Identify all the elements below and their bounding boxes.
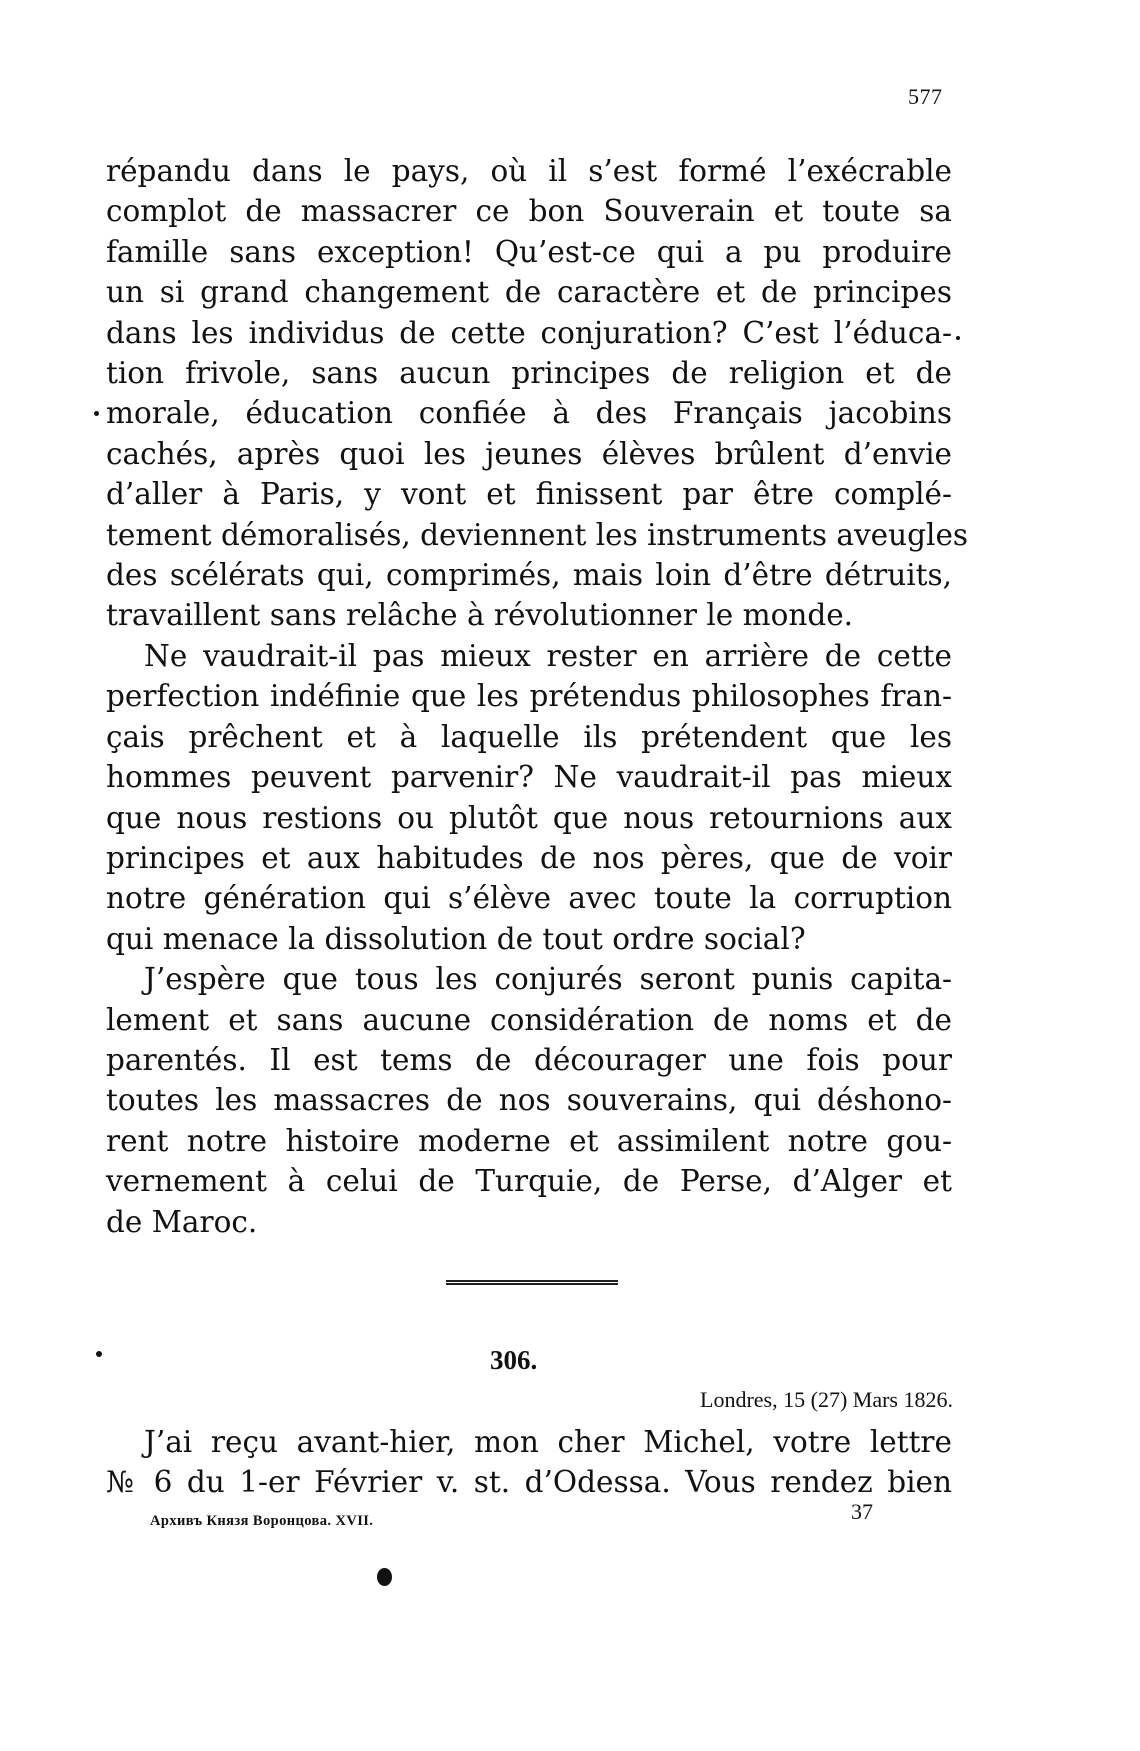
text-line: № 6 du 1-er Février v. st. d’Odessa. Vous rendez bien	[106, 1465, 952, 1500]
text-line: de Maroc.	[106, 1204, 258, 1239]
ink-speck	[94, 411, 99, 416]
text-line: qui menace la dissolution de tout ordre social?	[106, 921, 806, 956]
archive-footer: Архивъ Князя Воронцова. XVII.	[150, 1513, 374, 1529]
text-line: J’espère que tous les conjurés seront punis capita-	[144, 962, 952, 997]
text-line: Ne vaudrait-il pas mieux rester en arrière de cette	[144, 638, 952, 673]
letter-text-block	[106, 1422, 952, 1503]
text-line: morale, éducation confiée à des Français jacobins	[106, 396, 952, 431]
text-line: tement démoralisés, deviennent les instruments aveugles	[106, 517, 969, 552]
text-line: perfection indéfinie que les prétendus philosophes fran-	[106, 679, 952, 714]
text-line: travaillent sans relâche à révolutionner le monde.	[106, 598, 854, 633]
text-line: des scélérats qui, comprimés, mais loin d’être détruits,	[106, 558, 952, 593]
ink-speck	[956, 336, 960, 340]
ink-speck	[377, 1568, 392, 1586]
text-line: lement et sans aucune considération de noms et de	[106, 1002, 952, 1037]
text-line: hommes peuvent parvenir? Ne vaudrait-il pas mieux	[106, 760, 952, 795]
text-line: complot de massacrer ce bon Souverain et toute sa	[106, 194, 952, 229]
text-line: çais prêchent et à laquelle ils prétendent que les	[106, 719, 952, 754]
main-text-block	[106, 151, 969, 1242]
text-line: dans les individus de cette conjuration? C’est l’éduca-	[106, 315, 952, 350]
text-line: que nous restions ou plutôt que nous retournions aux	[106, 800, 952, 835]
text-line: J’ai reçu avant-hier, mon cher Michel, votre lettre	[144, 1425, 952, 1459]
page-number: 577	[908, 84, 943, 109]
text-line: un si grand changement de caractère et de principes	[106, 275, 952, 310]
text-line: d’aller à Paris, y vont et finissent par être complé-	[106, 477, 952, 512]
text-line: principes et aux habitudes de nos pères, que de voir	[106, 840, 952, 875]
text-line: cachés, après quoi les jeunes élèves brûlent d’envie	[106, 436, 952, 471]
text-line: toutes les massacres de nos souverains, qui déshono-	[106, 1083, 952, 1118]
text-line: famille sans exception! Qu’est-ce qui a pu produire	[106, 234, 952, 269]
dateline: Londres, 15 (27) Mars 1826.	[700, 1387, 953, 1412]
text-line: rent notre histoire moderne et assimilent notre gou-	[106, 1123, 952, 1158]
text-line: répandu dans le pays, où il s’est formé l’exécrable	[106, 154, 952, 188]
signature-number: 37	[851, 1499, 873, 1524]
text-line: parentés. Il est tems de décourager une fois pour	[106, 1042, 952, 1077]
letter-number: 306.	[490, 1345, 538, 1375]
text-line: notre génération qui s’élève avec toute la corruption	[106, 881, 952, 916]
text-line: vernement à celui de Turquie, de Perse, d’Alger et	[106, 1164, 952, 1199]
section-separator	[446, 1280, 618, 1285]
text-line: tion frivole, sans aucun principes de religion et de	[106, 356, 952, 391]
ink-speck	[96, 1351, 102, 1357]
